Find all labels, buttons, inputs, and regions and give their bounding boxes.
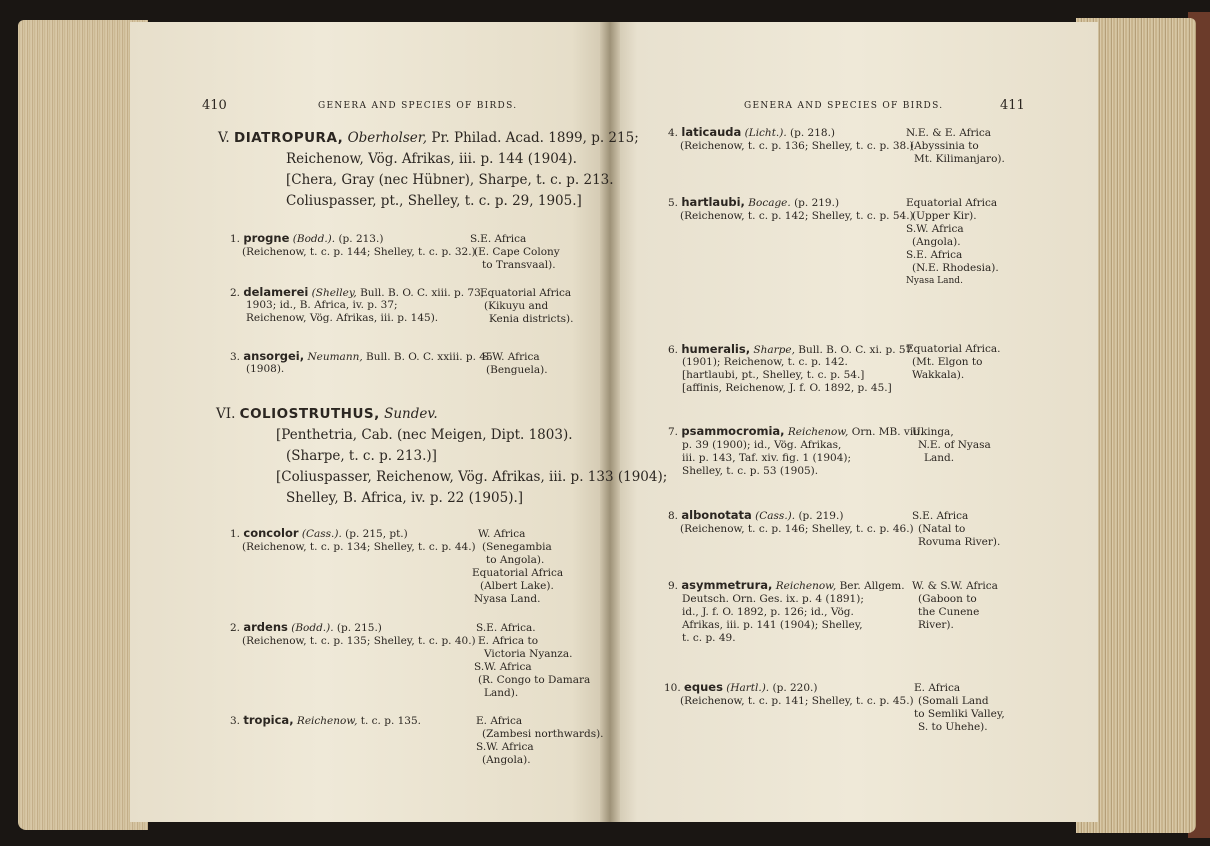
species-ref: (Reichenow, t. c. p. 135; Shelley, t. c. p. 40.)	[242, 635, 476, 647]
species-locality: S. to Uhehe).	[918, 721, 988, 733]
species-locality: Victoria Nyanza.	[484, 648, 573, 660]
species-ref: t. c. p. 49.	[682, 632, 736, 644]
species-name: tropica,	[243, 713, 294, 727]
genus-vi-name: COLIOSTRUTHUS,	[239, 406, 380, 422]
species-locality: Equatorial Africa	[480, 287, 572, 299]
species-name: hartlaubi,	[681, 195, 745, 209]
species-text: t. c. p. 135.	[360, 715, 421, 727]
species-text: (p. 218.)	[790, 127, 835, 139]
species-locality: (Kikuyu and	[484, 300, 549, 312]
species-entry	[230, 621, 382, 636]
species-locality: (Upper Kir).	[912, 210, 977, 222]
species-locality: E. Africa	[476, 715, 523, 727]
species-locality: S.W. Africa	[476, 741, 534, 753]
species-ref: (Reichenow, t. c. p. 134; Shelley, t. c. p. 44.)	[242, 541, 476, 553]
genus-v-author: Oberholser,	[347, 130, 428, 146]
species-locality: (Senegambia	[482, 541, 552, 553]
species-locality: E. Africa to	[478, 635, 539, 647]
species-author: Reichenow,	[296, 715, 358, 727]
left-page-number: 410	[202, 98, 227, 113]
species-entry	[230, 527, 408, 542]
species-entry	[230, 714, 421, 729]
species-text: Ber. Allgem.	[839, 580, 905, 592]
species-text: (p. 213.)	[338, 233, 384, 245]
genus-vi-numeral: VI.	[216, 406, 236, 422]
species-ref: (Reichenow, t. c. p. 146; Shelley, t. c. p. 46.)	[680, 523, 914, 535]
species-locality: (Albert Lake).	[480, 580, 554, 592]
right-page-number: 411	[1000, 98, 1025, 113]
species-locality: the Cunene	[918, 606, 980, 618]
species-locality: E. Africa	[914, 682, 961, 694]
genus-vi-line: [Penthetria, Cab. (nec Meigen, Dipt. 1803).	[276, 427, 573, 443]
species-locality: River).	[918, 619, 954, 631]
genus-vi-line: Shelley, B. Africa, iv. p. 22 (1905).]	[286, 490, 524, 506]
genus-vi-line: [Coliuspasser, Reichenow, Vög. Afrikas, iii. p. 133 (1904);	[276, 469, 668, 485]
species-author: Neumann,	[307, 351, 363, 363]
species-locality: S.E. Africa	[912, 510, 969, 522]
species-author: (Bodd.).	[292, 233, 336, 245]
genus-v-name: DIATROPURA,	[233, 130, 344, 146]
species-ref: 1903; id., B. Africa, iv. p. 37;	[246, 299, 398, 311]
species-text: 5.	[668, 197, 679, 209]
genus-v-line: Reichenow, Vög. Afrikas, iii. p. 144 (1904).	[286, 151, 577, 167]
species-locality: Equatorial Africa.	[906, 343, 1001, 355]
right-running-head: GENERA AND SPECIES OF BIRDS.	[744, 101, 944, 111]
species-name: humeralis,	[681, 342, 751, 356]
species-author: (Shelley,	[311, 287, 357, 299]
species-entry	[668, 579, 905, 594]
species-text: 4.	[668, 127, 679, 139]
species-locality: Rovuma River).	[918, 536, 1001, 548]
genus-v-heading	[218, 128, 639, 149]
species-ref: Reichenow, Vög. Afrikas, iii. p. 145).	[246, 312, 439, 324]
species-locality: to Transvaal).	[482, 259, 556, 271]
species-entry	[668, 509, 843, 524]
species-name: delamerei	[243, 285, 309, 299]
species-locality: (Zambesi northwards).	[482, 728, 604, 740]
species-ref: [affinis, Reichenow, J. f. O. 1892, p. 45.]	[682, 382, 892, 394]
species-locality: Equatorial Africa	[472, 567, 564, 579]
species-locality: to Angola).	[486, 554, 545, 566]
species-locality: Wakkala).	[912, 369, 965, 381]
species-locality: S.E. Africa	[470, 233, 527, 245]
species-text: 6.	[668, 344, 679, 356]
species-ref: (1908).	[246, 363, 285, 375]
species-text: (p. 219.)	[794, 197, 840, 209]
species-locality: (Natal to	[918, 523, 966, 535]
species-locality: N.E. of Nyasa	[918, 439, 991, 451]
species-text: (p. 219.)	[798, 510, 844, 522]
species-text: 3.	[230, 351, 241, 363]
species-ref: Afrikas, iii. p. 141 (1904); Shelley,	[682, 619, 863, 631]
species-locality: S.W. Africa	[906, 223, 964, 235]
species-locality: Nyasa Land.	[474, 593, 541, 605]
species-entry	[668, 425, 923, 440]
species-author: (Cass.).	[301, 528, 342, 540]
species-locality: (Gaboon to	[918, 593, 977, 605]
species-ref: (Reichenow, t. c. p. 144; Shelley, t. c. p. 32.)	[242, 246, 476, 258]
genus-vi-heading	[216, 404, 438, 425]
species-locality: (Abyssinia to	[910, 140, 979, 152]
species-locality: Mt. Kilimanjaro).	[914, 153, 1005, 165]
species-ref: Shelley, t. c. p. 53 (1905).	[682, 465, 819, 477]
species-locality: S.W. Africa	[474, 661, 532, 673]
species-text: 3.	[230, 715, 241, 727]
species-locality: (N.E. Rhodesia).	[912, 262, 999, 274]
species-ref: iii. p. 143, Taf. xiv. fig. 1 (1904);	[682, 452, 852, 464]
species-locality: (Angola).	[912, 236, 961, 248]
species-text: (p. 215.)	[336, 622, 382, 634]
species-locality: to Semliki Valley,	[914, 708, 1005, 720]
genus-vi-author: Sundev.	[384, 406, 438, 422]
species-locality: (E. Cape Colony	[474, 246, 560, 258]
species-locality: Land.	[924, 452, 955, 464]
species-ref: (1901); Reichenow, t. c. p. 142.	[682, 356, 848, 368]
genus-v-numeral: V.	[218, 130, 230, 146]
species-locality: Equatorial Africa	[906, 197, 998, 209]
species-name: concolor	[243, 526, 299, 540]
species-locality: (R. Congo to Damara	[478, 674, 591, 686]
species-locality: N.E. & E. Africa	[906, 127, 992, 139]
species-text: Bull. B. O. C. xxiii. p. 45	[366, 351, 493, 363]
species-ref: (Reichenow, t. c. p. 136; Shelley, t. c. p. 38.)	[680, 140, 914, 152]
species-ref: (Reichenow, t. c. p. 142; Shelley, t. c. p. 54.)	[680, 210, 914, 222]
species-text: Bull. B. O. C. xi. p. 57	[798, 344, 913, 356]
species-locality: Nyasa Land.	[906, 276, 963, 286]
species-author: Reichenow,	[775, 580, 837, 592]
book-edge-left	[18, 20, 148, 830]
species-name: psammocromia,	[681, 424, 785, 438]
genus-v-line: Coliuspasser, pt., Shelley, t. c. p. 29, 1905.]	[286, 193, 582, 209]
species-author: (Bodd.).	[291, 622, 334, 634]
species-ref: [hartlaubi, pt., Shelley, t. c. p. 54.]	[682, 369, 865, 381]
species-locality: Kenia districts).	[489, 313, 574, 325]
species-text: (p. 220.)	[772, 682, 818, 694]
left-running-head: GENERA AND SPECIES OF BIRDS.	[318, 101, 518, 111]
species-text: 8.	[668, 510, 679, 522]
species-author: Sharpe,	[753, 344, 795, 356]
species-author: (Cass.).	[755, 510, 796, 522]
species-entry	[664, 681, 817, 696]
species-name: ansorgei,	[243, 349, 305, 363]
species-text: Orn. MB. viii.	[851, 426, 924, 438]
species-text: (p. 215, pt.)	[345, 528, 408, 540]
species-text: 10.	[664, 682, 681, 694]
species-ref: Deutsch. Orn. Ges. ix. p. 4 (1891);	[682, 593, 864, 605]
species-entry	[230, 232, 383, 247]
species-name: ardens	[243, 620, 288, 634]
species-ref: id., J. f. O. 1892, p. 126; id., Vög.	[682, 606, 854, 618]
genus-v-line: Pr. Philad. Acad. 1899, p. 215;	[431, 130, 639, 146]
species-locality: S.W. Africa	[482, 351, 540, 363]
species-locality: W. & S.W. Africa	[912, 580, 998, 592]
species-text: 9.	[668, 580, 679, 592]
species-name: progne	[243, 231, 290, 245]
species-text: 1.	[230, 233, 241, 245]
species-locality: (Angola).	[482, 754, 531, 766]
species-ref: (Reichenow, t. c. p. 141; Shelley, t. c. p. 45.)	[680, 695, 914, 707]
species-text: 2.	[230, 287, 241, 299]
species-name: eques	[684, 680, 723, 694]
species-locality: S.E. Africa.	[476, 622, 536, 634]
species-locality: Land).	[484, 687, 519, 699]
species-entry	[668, 196, 839, 211]
species-locality: (Benguela).	[486, 364, 548, 376]
genus-v-line: [Chera, Gray (nec Hübner), Sharpe, t. c. p. 213.	[286, 172, 614, 188]
species-text: 1.	[230, 528, 241, 540]
species-text: Bull. B. O. C. xiii. p. 73,	[360, 287, 485, 299]
species-entry	[668, 126, 835, 141]
species-locality: (Somali Land	[918, 695, 989, 707]
species-author: (Hartl.).	[726, 682, 770, 694]
species-name: asymmetrura,	[681, 578, 773, 592]
species-name: albonotata	[681, 508, 752, 522]
species-locality: W. Africa	[478, 528, 526, 540]
species-locality: (Mt. Elgon to	[912, 356, 983, 368]
species-author: Bocage.	[748, 197, 791, 209]
species-text: 2.	[230, 622, 241, 634]
species-name: laticauda	[681, 125, 742, 139]
species-locality: S.E. Africa	[906, 249, 963, 261]
species-author: (Licht.).	[744, 127, 787, 139]
genus-vi-line: (Sharpe, t. c. p. 213.)]	[286, 448, 437, 464]
species-author: Reichenow,	[787, 426, 849, 438]
species-text: 7.	[668, 426, 679, 438]
species-locality: Ukinga,	[912, 426, 954, 438]
species-ref: p. 39 (1900); id., Vög. Afrikas,	[682, 439, 842, 451]
